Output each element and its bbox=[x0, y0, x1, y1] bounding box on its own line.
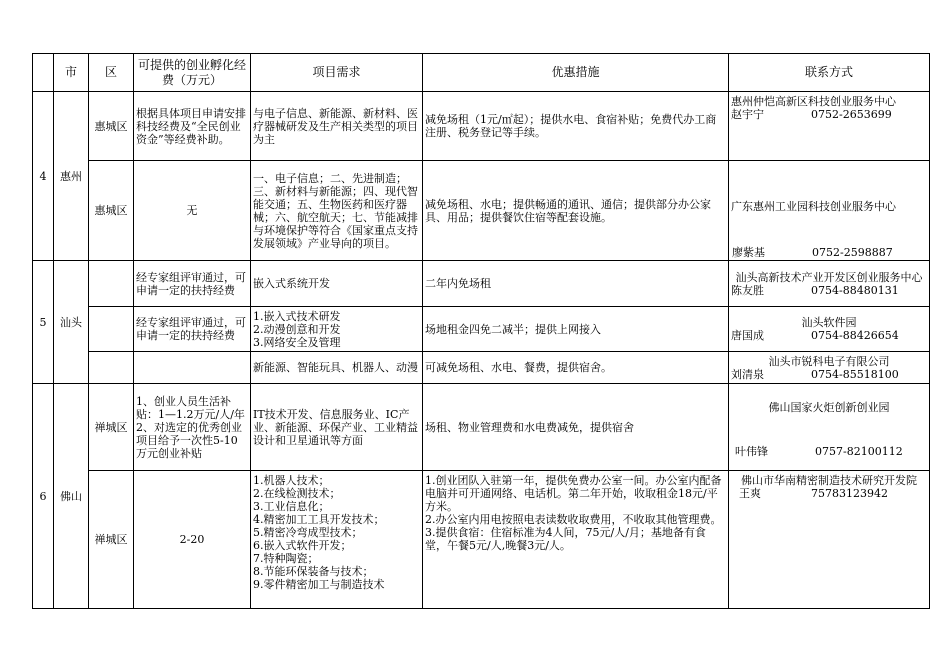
needs-cell: 嵌入式系统开发 bbox=[251, 261, 423, 307]
needs-cell: 1.机器人技术； 2.在线检测技术； 3.工业信息化； 4.精密加工工具开发技术； 5.精密冷弯成型技术； 6.嵌入式软件开发； 7.特种陶瓷； 8.节能环保装备与技术； 9.零件精密加工与制造技术 bbox=[251, 471, 423, 609]
row-number: 6 bbox=[33, 384, 54, 609]
contact-person: 唐国成 bbox=[731, 329, 764, 342]
funding-cell: 根据具体项目申请安排科技经费及“全民创业资金”等经费补助。 bbox=[134, 92, 251, 161]
contact-phone: 0752-2598887 bbox=[812, 246, 893, 259]
contact-cell bbox=[729, 161, 930, 261]
contact-person: 赵宇宁 bbox=[731, 108, 764, 121]
funding-cell: 2-20 bbox=[134, 471, 251, 609]
header-district: 区 bbox=[89, 54, 134, 92]
table-row bbox=[33, 92, 930, 161]
row-number: 4 bbox=[33, 92, 54, 261]
header-row bbox=[33, 54, 930, 92]
header-funding: 可提供的创业孵化经费（万元） bbox=[134, 54, 251, 92]
contact-person-line bbox=[731, 108, 927, 121]
contact-cell bbox=[729, 471, 930, 609]
header-benefits: 优惠措施 bbox=[423, 54, 729, 92]
contact-person: 廖紫基 bbox=[732, 246, 765, 259]
contact-org: 广东惠州工业园科技创业服务中心 bbox=[731, 200, 896, 213]
city-cell: 佛山 bbox=[54, 384, 89, 609]
district-cell: 禅城区 bbox=[89, 471, 134, 609]
contact-cell bbox=[729, 352, 930, 384]
benefits-cell: 减免场租、水电；提供畅通的通讯、通信；提供部分办公家具、用品；提供餐饮住宿等配套设施。 bbox=[423, 161, 729, 261]
contact-person-line bbox=[731, 284, 927, 297]
header-needs: 项目需求 bbox=[251, 54, 423, 92]
needs-cell: 1.嵌入式技术研发 2.动漫创意和开发 3.网络安全及管理 bbox=[251, 307, 423, 352]
funding-cell: 无 bbox=[134, 161, 251, 261]
contact-phone: 0754-88480131 bbox=[811, 283, 899, 297]
contact-cell bbox=[729, 261, 930, 307]
contact-person-line bbox=[735, 445, 903, 458]
district-cell bbox=[89, 352, 134, 384]
contact-phone: 0757-82100112 bbox=[815, 445, 903, 458]
benefits-cell: 可减免场租、水电、餐费，提供宿舍。 bbox=[423, 352, 729, 384]
contact-org: 惠州仲恺高新区科技创业服务中心 bbox=[731, 95, 896, 108]
district-cell: 惠城区 bbox=[89, 161, 134, 261]
table-row bbox=[33, 307, 930, 352]
funding-cell: 经专家组评审通过，可申请一定的扶持经费 bbox=[134, 261, 251, 307]
incubation-table bbox=[32, 53, 930, 609]
city-cell: 汕头 bbox=[54, 261, 89, 384]
needs-cell: 与电子信息、新能源、新材料、医疗器械研发及生产相关类型的项目为主 bbox=[251, 92, 423, 161]
contact-person-line bbox=[731, 329, 927, 342]
benefits-cell: 二年内免场租 bbox=[423, 261, 729, 307]
header-contact: 联系方式 bbox=[729, 54, 930, 92]
city-cell: 惠州 bbox=[54, 92, 89, 261]
needs-cell: IT技术开发、信息服务业、IC产业、新能源、环保产业、工业精益设计和卫星通讯等方面 bbox=[251, 384, 423, 471]
contact-org: 佛山国家火炬创新创业园 bbox=[768, 401, 890, 414]
contact-person-line bbox=[732, 246, 893, 259]
benefits-cell: 1.创业团队入驻第一年，提供免费办公室一间。办公室内配备电脑并可开通网络、电话机。第二年开始，收取租金18元/平方米。 2.办公室内用电按照电表读数收取费用，不收取其他管理费。 3.提供食宿：住宿标准为4人间，75元/人/月；基地备有食堂，午餐5元/人,晚餐3元/人。 bbox=[423, 471, 729, 609]
contact-org: 汕头高新技术产业开发区创业服务中心 bbox=[735, 270, 923, 284]
table-row bbox=[33, 161, 930, 261]
contact-org: 汕头市锐科电子有限公司 bbox=[768, 354, 890, 368]
district-cell bbox=[89, 307, 134, 352]
district-cell: 禅城区 bbox=[89, 384, 134, 471]
contact-phone: 75783123942 bbox=[811, 487, 888, 500]
funding-cell: 经专家组评审通过，可申请一定的扶持经费 bbox=[134, 307, 251, 352]
contact-person: 叶伟锋 bbox=[735, 445, 768, 458]
benefits-cell: 减免场租（1元/㎡起）；提供水电、食宿补贴；免费代办工商注册、税务登记等手续。 bbox=[423, 92, 729, 161]
contact-person: 刘清泉 bbox=[731, 367, 764, 381]
contact-cell bbox=[729, 384, 930, 471]
contact-person-line bbox=[731, 487, 927, 500]
table-row bbox=[33, 352, 930, 384]
needs-cell: 新能源、智能玩具、机器人、动漫 bbox=[251, 352, 423, 384]
contact-person: 王爽 bbox=[739, 487, 761, 500]
table-row bbox=[33, 384, 930, 471]
funding-cell bbox=[134, 352, 251, 384]
contact-org: 佛山市华南精密制造技术研究开发院 bbox=[741, 474, 917, 487]
district-cell bbox=[89, 261, 134, 307]
benefits-cell: 场租、物业管理费和水电费减免，提供宿舍 bbox=[423, 384, 729, 471]
funding-cell: 1、创业人员生活补贴：1—1.2万元/人/年 2、对选定的优秀创业项目给予一次性5-10万元创业补贴 bbox=[134, 384, 251, 471]
contact-cell bbox=[729, 307, 930, 352]
needs-cell: 一、电子信息；二、先进制造；三、新材料与新能源；四、现代智能交通；五、生物医药和医疗器械；六、航空航天；七、节能减排与环境保护等符合《国家重点支持发展领域》产业导向的项目。 bbox=[251, 161, 423, 261]
contact-phone: 0754-85518100 bbox=[811, 367, 899, 381]
contact-cell bbox=[729, 92, 930, 161]
table-row bbox=[33, 471, 930, 609]
row-number: 5 bbox=[33, 261, 54, 384]
header-no bbox=[33, 54, 54, 92]
header-city: 市 bbox=[54, 54, 89, 92]
table-row bbox=[33, 261, 930, 307]
contact-person-line bbox=[731, 368, 927, 381]
contact-org: 汕头软件园 bbox=[801, 316, 857, 329]
district-cell: 惠城区 bbox=[89, 92, 134, 161]
contact-phone: 0754-88426654 bbox=[811, 329, 899, 342]
contact-phone: 0752-2653699 bbox=[811, 108, 892, 121]
benefits-cell: 场地租金四免二减半；提供上网接入 bbox=[423, 307, 729, 352]
contact-person: 陈友胜 bbox=[731, 283, 764, 297]
